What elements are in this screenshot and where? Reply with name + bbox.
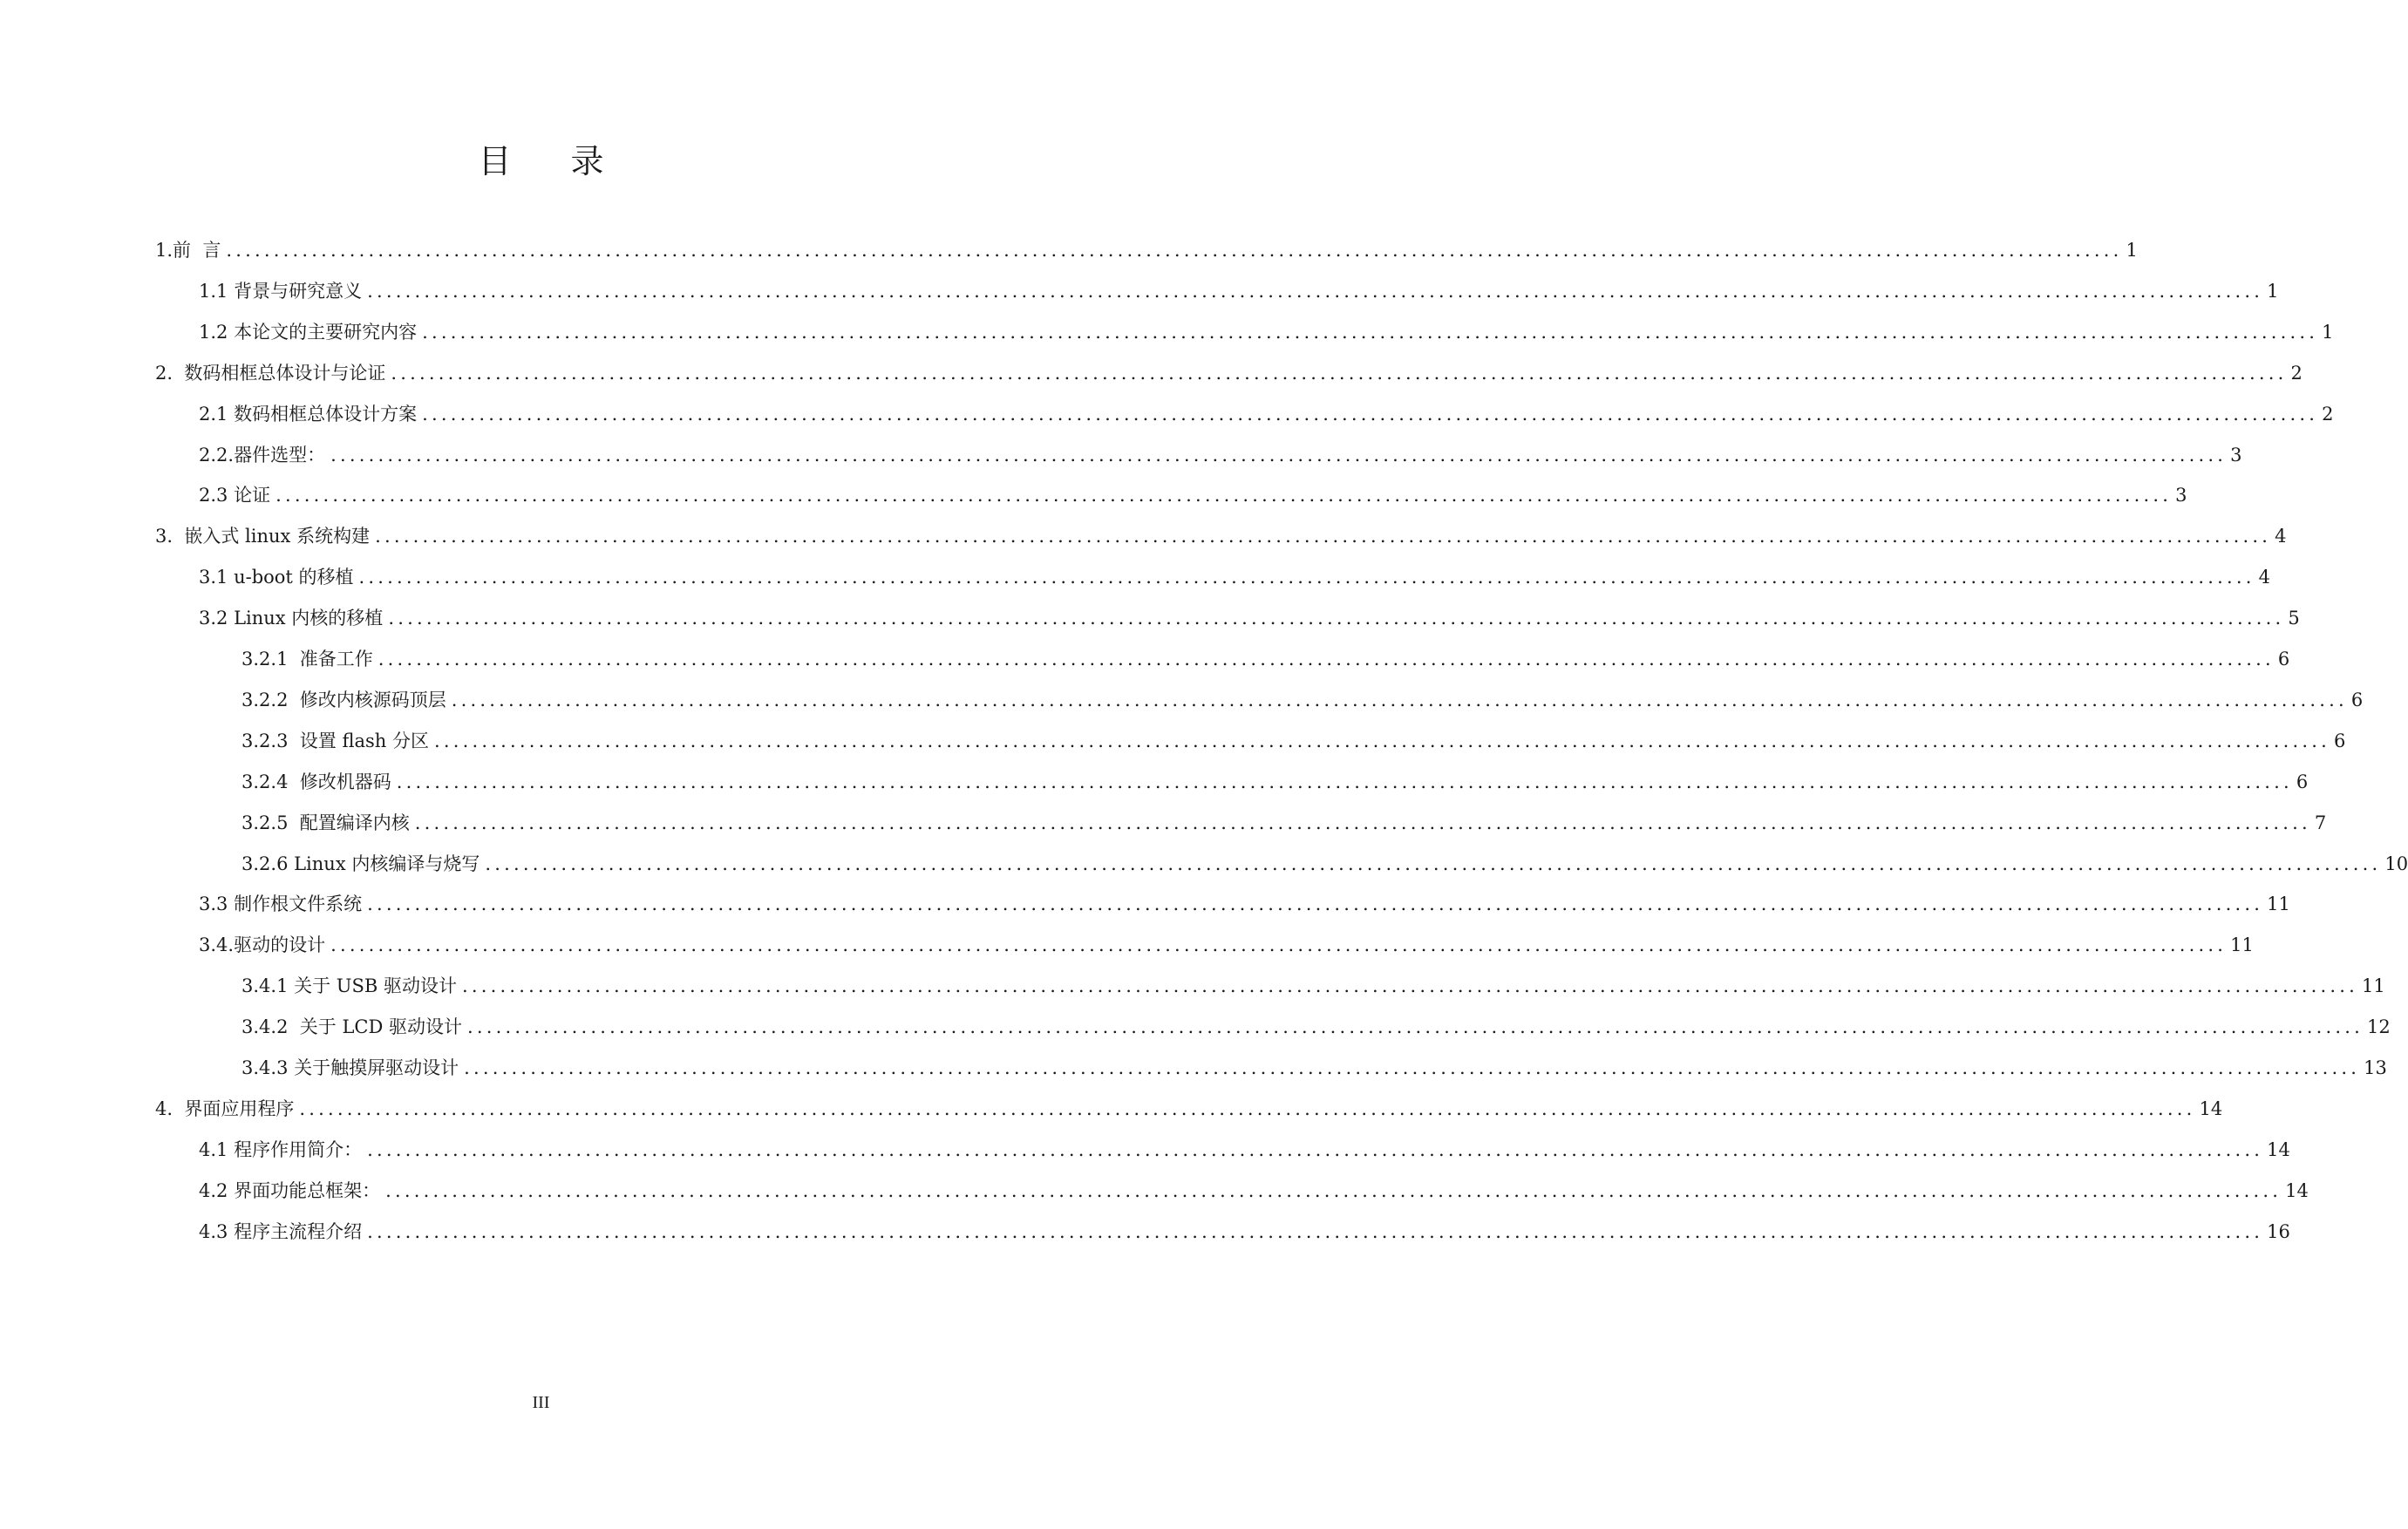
toc-entry[interactable]	[0, 235, 2138, 265]
toc-entry-page-number: 11	[2267, 894, 2290, 915]
dot-leader: ........................................................................................................................................................................................................	[461, 975, 2359, 997]
toc-entry-label: 4.2 界面功能总框架：	[199, 1179, 381, 1201]
toc-entry-label: 3.2 Linux 内核的移植	[199, 608, 384, 629]
toc-entry[interactable]	[0, 808, 2327, 838]
dot-leader: ........................................................................................................................................................................................................	[433, 730, 2331, 751]
toc-entry[interactable]	[0, 767, 2309, 797]
toc-entry[interactable]	[0, 1176, 2309, 1206]
toc-entry-page-number: 3	[2230, 444, 2242, 465]
page-title: 目 录	[478, 142, 629, 180]
toc-entry-label: 1.2 本论文的主要研究内容	[199, 321, 418, 343]
dot-leader: ........................................................................................................................................................................................................	[330, 934, 2228, 956]
toc-entry[interactable]	[0, 930, 2254, 960]
dot-leader: ........................................................................................................................................................................................................	[414, 812, 2311, 833]
toc-entry-page-number: 10	[2384, 853, 2408, 874]
toc-entry-label: 3.3 制作根文件系统	[199, 894, 363, 915]
toc-entry-label: 3.4.驱动的设计	[199, 934, 326, 956]
toc-entry-page-number: 5	[2288, 608, 2300, 629]
dot-leader: ........................................................................................................................................................................................................	[451, 689, 2348, 710]
toc-entry-label: 3.4.1 关于 USB 驱动设计	[241, 975, 457, 997]
dot-leader: ........................................................................................................................................................................................................	[388, 608, 2285, 629]
toc-entry-page-number: 1	[2267, 280, 2279, 302]
dot-leader: ........................................................................................................................................................................................................	[391, 362, 2288, 384]
toc-entry-label: 3.4.2 关于 LCD 驱动设计	[241, 1016, 462, 1038]
dot-leader: ........................................................................................................................................................................................................	[385, 1179, 2282, 1201]
toc-entry-label: 3.2.1 准备工作	[241, 649, 373, 669]
toc-entry-page-number: 14	[2285, 1179, 2309, 1201]
toc-entry-label: 3.2.4 修改机器码	[241, 771, 391, 792]
page-number-footer: III	[532, 1393, 550, 1412]
toc-entry-page-number: 3	[2175, 485, 2187, 506]
dot-leader: ........................................................................................................................................................................................................	[367, 1138, 2264, 1160]
toc-entry-page-number: 14	[2267, 1138, 2290, 1160]
dot-leader: ........................................................................................................................................................................................................	[367, 1220, 2264, 1242]
toc-entry-label: 2.3 论证	[199, 485, 271, 506]
toc-entry-label: 3.4.3 关于触摸屏驱动设计	[241, 1057, 459, 1078]
dot-leader: ........................................................................................................................................................................................................	[367, 280, 2264, 302]
toc-entry-label: 4. 界面应用程序	[155, 1097, 295, 1119]
toc-entry-page-number: 2	[2322, 403, 2334, 425]
toc-entry-label: 4.3 程序主流程介绍	[199, 1220, 363, 1242]
toc-entry-page-number: 6	[2350, 689, 2364, 710]
toc-entry-label: 4.1 程序作用简介：	[199, 1138, 363, 1160]
toc-entry[interactable]	[0, 603, 2300, 633]
dot-leader: ........................................................................................................................................................................................................	[422, 321, 2319, 343]
toc-entry-page-number: 13	[2364, 1057, 2387, 1078]
toc-entry[interactable]	[0, 480, 2187, 510]
toc-entry-page-number: 12	[2367, 1016, 2391, 1038]
dot-leader: ........................................................................................................................................................................................................	[299, 1097, 2196, 1119]
toc-entry-label: 3.2.5 配置编译内核	[241, 812, 410, 833]
toc-entry-page-number: 6	[2277, 649, 2290, 669]
toc-entry[interactable]	[0, 1135, 2290, 1165]
dot-leader: ........................................................................................................................................................................................................	[396, 771, 2293, 792]
toc-entry-page-number: 2	[2290, 362, 2303, 384]
toc-entry-page-number: 6	[2334, 730, 2346, 751]
dot-leader: ........................................................................................................................................................................................................	[275, 485, 2173, 506]
toc-entry[interactable]	[0, 358, 2303, 388]
toc-entry[interactable]	[0, 562, 2270, 592]
toc-entry[interactable]	[0, 685, 2364, 715]
toc-entry[interactable]	[0, 317, 2334, 347]
toc-entry[interactable]	[0, 726, 2346, 756]
toc-entry[interactable]	[0, 276, 2279, 306]
dot-leader: ........................................................................................................................................................................................................	[226, 240, 2123, 261]
toc-entry-label: 2.2.器件选型：	[199, 444, 326, 465]
toc-entry[interactable]	[0, 399, 2334, 429]
toc-entry[interactable]	[0, 1217, 2290, 1247]
toc-entry-label: 3. 嵌入式 linux 系统构建	[155, 526, 371, 547]
toc-entry-label: 3.2.2 修改内核源码顶层	[241, 689, 446, 710]
toc-entry[interactable]	[0, 440, 2242, 470]
dot-leader: ........................................................................................................................................................................................................	[422, 403, 2319, 425]
toc-entry[interactable]	[0, 1094, 2223, 1124]
dot-leader: ........................................................................................................................................................................................................	[367, 894, 2264, 915]
dot-leader: ........................................................................................................................................................................................................	[464, 1057, 2361, 1078]
toc-entry[interactable]	[0, 889, 2290, 919]
toc-entry-page-number: 1	[2126, 240, 2138, 261]
toc-entry-label: 3.2.6 Linux 内核编译与烧写	[241, 853, 480, 874]
toc-entry-page-number: 6	[2296, 771, 2309, 792]
dot-leader: ........................................................................................................................................................................................................	[375, 526, 2272, 547]
toc-entry[interactable]	[0, 1053, 2387, 1083]
toc-entry-page-number: 4	[2258, 567, 2270, 588]
toc-entry-page-number: 11	[2362, 975, 2385, 997]
toc-entry[interactable]	[0, 971, 2385, 1001]
toc-entry-page-number: 14	[2199, 1097, 2223, 1119]
toc-entry-label: 1.1 背景与研究意义	[199, 280, 363, 302]
toc-entry-label: 1.前 言	[155, 240, 221, 261]
dot-leader: ........................................................................................................................................................................................................	[330, 444, 2228, 465]
toc-entry-page-number: 1	[2322, 321, 2334, 343]
toc-entry-page-number: 11	[2230, 934, 2254, 956]
toc-entry-label: 3.2.3 设置 flash 分区	[241, 730, 429, 751]
dot-leader: ........................................................................................................................................................................................................	[358, 567, 2255, 588]
toc-entry-page-number: 4	[2275, 526, 2287, 547]
toc-entry-label: 2. 数码相框总体设计与论证	[155, 362, 386, 384]
dot-leader: ........................................................................................................................................................................................................	[485, 853, 2382, 874]
toc-entry[interactable]	[0, 521, 2287, 551]
dot-leader: ........................................................................................................................................................................................................	[466, 1016, 2364, 1038]
toc-entry-label: 2.1 数码相框总体设计方案	[199, 403, 418, 425]
toc-entry-page-number: 16	[2267, 1220, 2290, 1242]
toc-entry-page-number: 7	[2314, 812, 2327, 833]
dot-leader: ........................................................................................................................................................................................................	[378, 649, 2275, 669]
toc-entry[interactable]	[0, 849, 2408, 879]
toc-entry-label: 3.1 u-boot 的移植	[199, 567, 354, 588]
toc-entry[interactable]	[0, 1012, 2391, 1042]
toc-entry[interactable]	[0, 644, 2290, 674]
